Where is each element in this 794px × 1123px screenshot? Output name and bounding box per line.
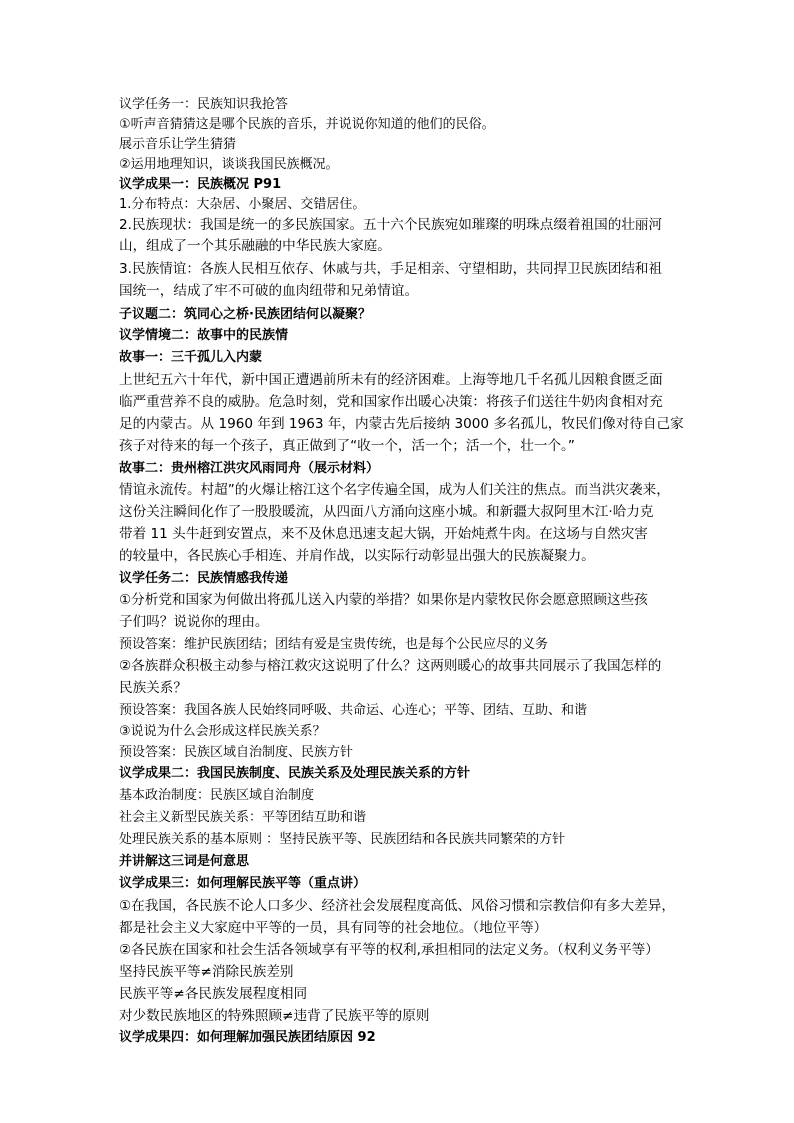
task-two-question-2-cont: 民族关系？ <box>119 680 187 696</box>
equality-point-1: 坚持民族平等≠消除民族差别 <box>119 964 294 980</box>
task-two-question-2: ②各族群众积极主动参与榕江救灾这说明了什么？这两则暖心的故事共同展示了我国怎样的 <box>119 658 662 674</box>
result-two-heading: 议学成果二：我国民族制度、民族关系及处理民族关系的方针 <box>119 766 471 781</box>
situation-two-heading: 议学情境二：故事中的民族情 <box>119 328 289 343</box>
result-four-heading: 议学成果四：如何理解加强民族团结原因 92 <box>119 1030 376 1045</box>
task-two-answer-1: 预设答案：维护民族团结；团结有爱是宝贵传统，也是每个公民应尽的义务 <box>119 637 549 652</box>
task-two-answer-2: 预设答案：我国各族人民始终同呼吸、共命运、心连心；平等、团结、互助、和谐 <box>119 703 588 718</box>
result-one-item-1: 1.分布特点：大杂居、小聚居、交错居住。 <box>119 197 366 212</box>
result-three-item-1-cont: 都是社会主义大家庭中平等的一员，具有同等的社会地位。（地位平等） <box>119 920 548 936</box>
result-one-item-2: 2.民族现状：我国是统一的多民族国家。五十六个民族宛如璀璨的明珠点缀着祖国的壮丽河 <box>119 217 663 233</box>
result-two-item-2: 社会主义新型民族关系：平等团结互助和谐 <box>119 810 367 825</box>
task-two-answer-3: 预设答案：民族区域自治制度、民族方针 <box>119 745 354 760</box>
task-one-question-2: ②运用地理知识，谈谈我国民族概况。 <box>119 157 339 172</box>
task-two-question-3: ③说说为什么会形成这样民族关系？ <box>119 724 326 739</box>
story-two-line-3: 带着 11 头牛赶到安置点，来不及休息迅速支起大锅，开始炖煮牛肉。在这场与自然灾害 <box>119 526 648 542</box>
result-one-item-3: 3.民族情谊：各族人民相互依存、休戚与共，手足相亲、守望相助，共同捍卫民族团结和祖 <box>119 261 663 277</box>
story-one-heading: 故事一：三千孤儿入内蒙 <box>119 350 263 365</box>
result-two-item-3: 处理民族关系的基本原则 ：坚持民族平等、民族团结和各民族共同繁荣的方针 <box>119 832 566 847</box>
equality-point-3: 对少数民族地区的特殊照顾≠违背了民族平等的原则 <box>119 1008 430 1024</box>
explain-note: 并讲解这三词是何意思 <box>119 854 250 869</box>
result-three-item-2: ②各民族在国家和社会生活各领域享有平等的权利,承担相同的法定义务。（权利义务平等） <box>119 942 659 958</box>
story-one-line-4: 孩子对待来的每一个孩子，真正做到了“收一个，活一个；活一个，壮一个。” <box>119 438 575 454</box>
equality-point-2: 民族平等≠各民族发展程度相同 <box>119 986 308 1002</box>
task-one-heading: 议学任务一：民族知识我抢答 <box>119 97 289 112</box>
story-two-heading: 故事二：贵州榕江洪灾风雨同舟（展示材料） <box>119 461 380 476</box>
story-one-line-1: 上世纪五六十年代，新中国正遭遇前所未有的经济困难。上海等地几千名孤儿因粮食匮乏面 <box>119 372 663 388</box>
story-one-line-3: 足的内蒙古。从 1960 年到 1963 年，内蒙古先后接纳 3000 多名孤儿，牧民们像对待自己家 <box>119 416 684 432</box>
result-one-heading: 议学成果一：民族概况 P91 <box>119 177 282 192</box>
sub-topic-two-heading: 子议题二：筑同心之桥·民族团结何以凝聚？ <box>119 307 371 322</box>
story-two-line-1: 情谊永流传。村超”的火爆让榕江这个名字传遍全国，成为人们关注的焦点。而当洪灾袭来， <box>119 482 670 498</box>
result-one-item-3-cont: 国统一，结成了牢不可破的血肉纽带和兄弟情谊。 <box>119 283 419 299</box>
task-one-question-1: ①听声音猜猜这是哪个民族的音乐，并说说你知道的他们的民俗。 <box>119 117 495 132</box>
result-two-item-1: 基本政治制度：民族区域自治制度 <box>119 788 315 803</box>
task-two-question-1-cont: 子们吗？说说你的理由。 <box>119 614 269 630</box>
task-one-note: 展示音乐让学生猜猜 <box>119 137 237 152</box>
story-two-line-2: 这份关注瞬间化作了一股股暖流，从四面八方涌向这座小城。和新疆大叔阿里木江·哈力克 <box>119 504 654 520</box>
story-two-line-4: 的较量中，各民族心手相连、并肩作战，以实际行动彰显出强大的民族凝聚力。 <box>119 548 595 564</box>
story-one-line-2: 临严重营养不良的威胁。危急时刻，党和国家作出暖心决策：将孩子们送往牛奶肉食相对充 <box>119 394 663 410</box>
result-three-heading: 议学成果三：如何理解民族平等（重点讲） <box>119 876 367 891</box>
result-three-item-1: ①在我国，各民族不论人口多少、经济社会发展程度高低、风俗习惯和宗教信仰有多大差异， <box>119 898 675 914</box>
task-two-question-1: ①分析党和国家为何做出将孤儿送入内蒙的举措？如果你是内蒙牧民你会愿意照顾这些孩 <box>119 592 648 608</box>
task-two-heading: 议学任务二：民族情感我传递 <box>119 571 289 586</box>
result-one-item-2-cont: 山，组成了一个其乐融融的中华民族大家庭。 <box>119 238 391 254</box>
